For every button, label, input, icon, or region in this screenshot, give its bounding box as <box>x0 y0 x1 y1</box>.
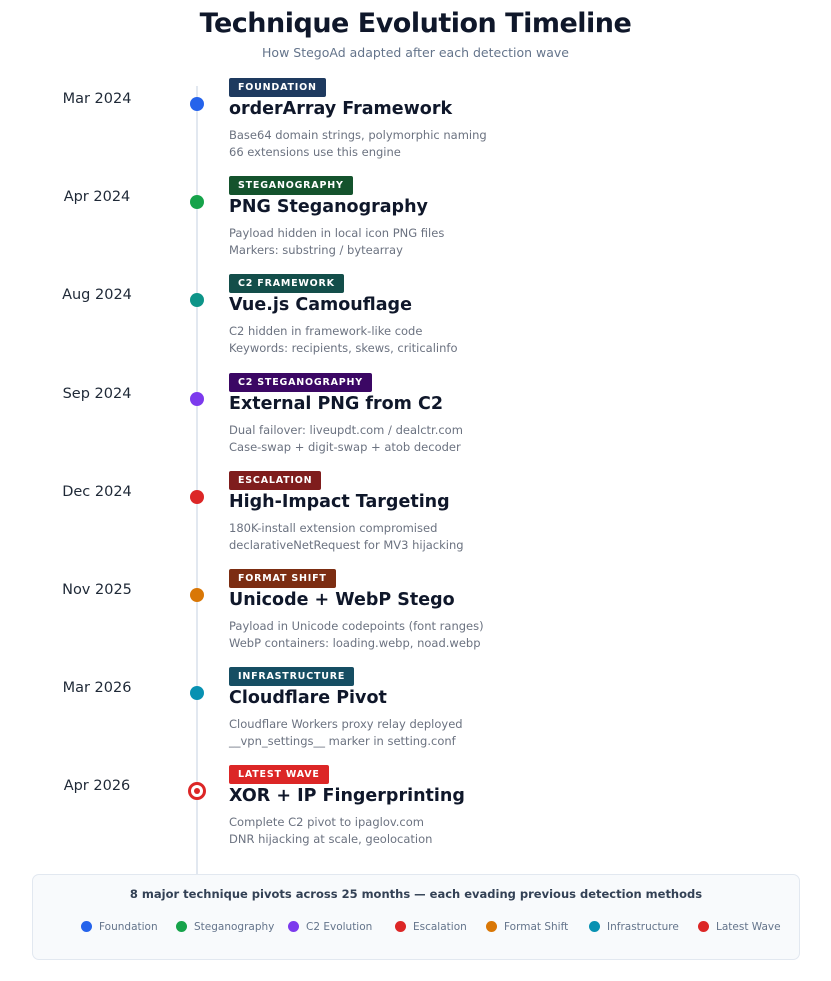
summary-box <box>32 874 800 960</box>
legend-dot-icon <box>288 921 299 932</box>
legend-label: Latest Wave <box>716 921 781 933</box>
timeline-target-dot-icon <box>188 782 206 800</box>
event-description <box>229 225 444 259</box>
event-description-line: __vpn_settings__ marker in setting.conf <box>229 734 456 749</box>
timeline-dot-icon <box>190 195 204 209</box>
timeline-dot-icon <box>190 97 204 111</box>
event-title: Cloudflare Pivot <box>229 688 387 709</box>
legend-dot-icon <box>176 921 187 932</box>
timeline-dot-icon <box>190 686 204 700</box>
timeline-event <box>0 78 831 176</box>
timeline-event <box>0 176 831 274</box>
event-description-line: 66 extensions use this engine <box>229 145 401 159</box>
legend-label: Infrastructure <box>607 921 679 933</box>
timeline-dot-icon <box>190 293 204 307</box>
legend-dot-icon <box>81 921 92 932</box>
event-description-line: 180K-install extension compromised <box>229 520 438 535</box>
event-description-line: Keywords: recipients, skews, criticalinfo <box>229 341 458 356</box>
event-title: High-Impact Targeting <box>229 491 450 512</box>
event-category-badge: C2 STEGANOGRAPHY <box>229 373 372 392</box>
event-description-line: Case-swap + digit-swap + atob decoder <box>229 439 461 454</box>
event-description-line: WebP containers: loading.webp, noad.webp <box>229 636 481 650</box>
event-description-line: Payload in Unicode codepoints (font ranges) <box>229 619 484 633</box>
event-date: Apr 2024 <box>63 189 131 206</box>
event-description-line: C2 hidden in framework-like code <box>229 324 423 339</box>
timeline-event <box>0 274 831 372</box>
legend-label: C2 Evolution <box>306 921 373 933</box>
event-category-badge: LATEST WAVE <box>229 765 329 784</box>
event-date: Dec 2024 <box>62 483 132 500</box>
timeline-event <box>0 471 831 569</box>
timeline-dot-icon <box>190 588 204 602</box>
event-category-badge: FORMAT SHIFT <box>229 569 336 588</box>
event-date: Apr 2026 <box>63 778 131 795</box>
legend-dot-icon <box>486 921 497 932</box>
legend-label: Escalation <box>413 921 467 933</box>
event-date: Sep 2024 <box>62 385 132 402</box>
timeline-event <box>0 765 831 863</box>
event-description-line: Markers: substring / bytearray <box>229 243 403 258</box>
event-description <box>229 520 464 554</box>
event-category-badge: ESCALATION <box>229 471 321 490</box>
event-description-line: Payload hidden in local icon PNG files <box>229 226 445 241</box>
event-description-line: declarativeNetRequest for MV3 hijacking <box>229 537 464 552</box>
event-description-line: DNR hijacking at scale, geolocation <box>229 832 433 847</box>
legend-dot-icon <box>698 921 709 932</box>
timeline-event <box>0 667 831 765</box>
legend-label: Foundation <box>99 921 158 933</box>
event-category-badge: FOUNDATION <box>229 78 326 97</box>
event-category-badge: INFRASTRUCTURE <box>229 667 354 686</box>
event-date: Aug 2024 <box>62 287 132 304</box>
page-title: Technique Evolution Timeline <box>199 8 632 39</box>
event-title: Unicode + WebP Stego <box>229 590 455 610</box>
event-title: PNG Steganography <box>229 197 428 218</box>
event-description-line: Complete C2 pivot to ipaglov.com <box>229 815 424 830</box>
event-title: orderArray Framework <box>229 99 453 119</box>
summary-text: 8 major technique pivots across 25 months — each evading previous detection methods <box>129 887 703 901</box>
page-subtitle: How StegoAd adapted after each detection wave <box>262 45 569 60</box>
event-category-badge: C2 FRAMEWORK <box>229 274 344 293</box>
event-description <box>229 814 432 848</box>
event-title: XOR + IP Fingerprinting <box>229 786 465 807</box>
legend-dot-icon <box>589 921 600 932</box>
event-description-line: Cloudflare Workers proxy relay deployed <box>229 717 463 732</box>
timeline-event <box>0 569 831 667</box>
event-description <box>229 618 484 652</box>
legend-dot-icon <box>395 921 406 932</box>
timeline-dot-icon <box>190 490 204 504</box>
timeline-event <box>0 373 831 471</box>
event-title: External PNG from C2 <box>229 393 444 414</box>
event-date: Nov 2025 <box>62 582 132 598</box>
event-date: Mar 2026 <box>62 680 132 697</box>
event-description <box>229 716 463 750</box>
event-description <box>229 422 463 456</box>
event-date: Mar 2024 <box>62 91 132 107</box>
legend-label: Steganography <box>194 921 275 933</box>
event-description <box>229 323 457 357</box>
event-category-badge: STEGANOGRAPHY <box>229 176 353 195</box>
event-description-line: Base64 domain strings, polymorphic naming <box>229 128 487 142</box>
legend-label: Format Shift <box>504 921 569 933</box>
event-title: Vue.js Camouflage <box>229 295 412 316</box>
event-description-line: Dual failover: liveupdt.com / dealctr.com <box>229 422 463 437</box>
event-description <box>229 127 487 161</box>
timeline-dot-icon <box>190 392 204 406</box>
